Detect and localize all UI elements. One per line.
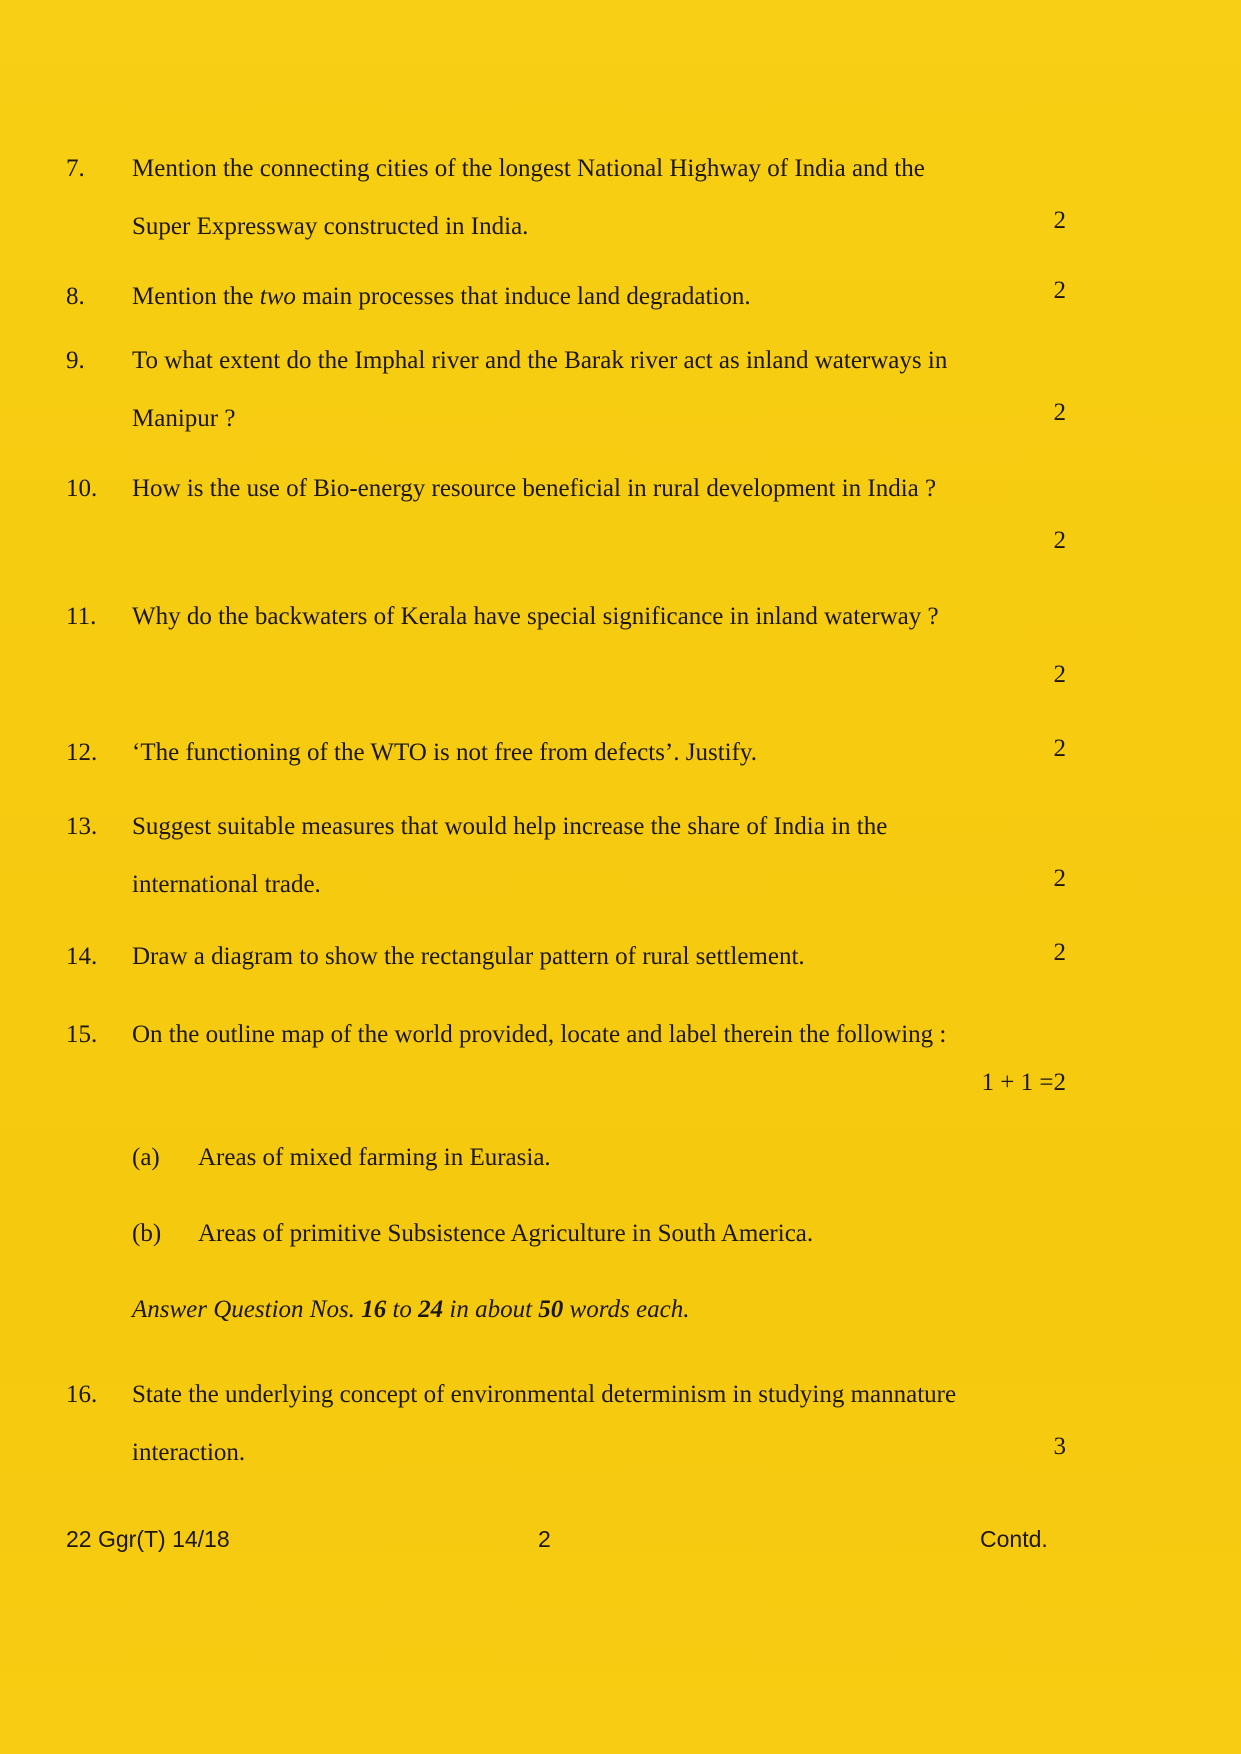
question-marks: 2 xyxy=(1053,277,1066,304)
question-13 xyxy=(66,798,1066,918)
question-marks: 2 xyxy=(1053,939,1066,966)
question-16 xyxy=(66,1366,1066,1486)
question-marks: 2 xyxy=(1053,399,1066,426)
question-marks: 2 xyxy=(1053,527,1066,554)
question-7 xyxy=(66,140,1066,260)
sub-item-a xyxy=(132,1138,551,1178)
question-text-line2: interaction. xyxy=(132,1439,246,1466)
question-12 xyxy=(66,724,1066,784)
question-number: 11. xyxy=(66,603,97,630)
sub-item-label: (a) xyxy=(132,1144,160,1171)
question-text: Draw a diagram to show the rectangular pattern of rural settlement. xyxy=(132,943,805,970)
question-number: 14. xyxy=(66,943,98,970)
question-text-line1: Suggest suitable measures that would help increase the share of India in the xyxy=(132,813,888,840)
question-marks: 1 + 1 =2 xyxy=(981,1069,1066,1096)
sub-item-text: Areas of mixed farming in Eurasia. xyxy=(198,1144,551,1171)
question-text: ‘The functioning of the WTO is not free from defects’. Justify. xyxy=(132,739,758,766)
question-text-line1: To what extent do the Imphal river and the Barak river act as inland waterways in xyxy=(132,347,948,374)
question-text: How is the use of Bio-energy resource beneficial in rural development in India ? xyxy=(132,475,937,502)
sub-item-text: Areas of primitive Subsistence Agriculture in South America. xyxy=(198,1220,814,1247)
question-number: 7. xyxy=(66,155,85,182)
continued-label: Contd. xyxy=(980,1526,1048,1552)
section-instruction: Answer Question Nos. 16 to 24 in about 50 words each. xyxy=(132,1296,690,1323)
question-number: 9. xyxy=(66,347,85,374)
question-14 xyxy=(66,928,1066,988)
question-15 xyxy=(66,1006,1066,1126)
question-number: 16. xyxy=(66,1381,98,1408)
question-text: Why do the backwaters of Kerala have special significance in inland waterway ? xyxy=(132,603,939,630)
question-marks: 2 xyxy=(1053,735,1066,762)
question-marks: 2 xyxy=(1053,207,1066,234)
question-number: 13. xyxy=(66,813,98,840)
question-9 xyxy=(66,332,1066,452)
question-text: On the outline map of the world provided, locate and label therein the following : xyxy=(132,1021,947,1048)
question-marks: 2 xyxy=(1053,661,1066,688)
question-text-line1: Mention the connecting cities of the longest National Highway of India and the xyxy=(132,155,925,182)
question-10 xyxy=(66,460,1066,580)
question-text-line2: Super Expressway constructed in India. xyxy=(132,213,529,240)
paper-code: 22 Ggr(T) 14/18 xyxy=(66,1526,230,1552)
question-11 xyxy=(66,588,1066,708)
question-text-line2: Manipur ? xyxy=(132,405,236,432)
question-text-line1: State the underlying concept of environmental determinism in studying mannature xyxy=(132,1381,957,1408)
question-number: 12. xyxy=(66,739,98,766)
emphasis: two xyxy=(259,283,296,310)
question-number: 15. xyxy=(66,1021,98,1048)
question-marks: 3 xyxy=(1053,1433,1066,1460)
question-number: 10. xyxy=(66,475,98,502)
page-number: 2 xyxy=(538,1526,551,1552)
sub-item-label: (b) xyxy=(132,1220,162,1247)
question-number: 8. xyxy=(66,283,85,310)
question-text: Mention the two main processes that induce land degradation. xyxy=(132,283,751,310)
question-marks: 2 xyxy=(1053,865,1066,892)
sub-item-b xyxy=(132,1214,813,1254)
question-text-line2: international trade. xyxy=(132,871,321,898)
question-8 xyxy=(66,268,1066,328)
